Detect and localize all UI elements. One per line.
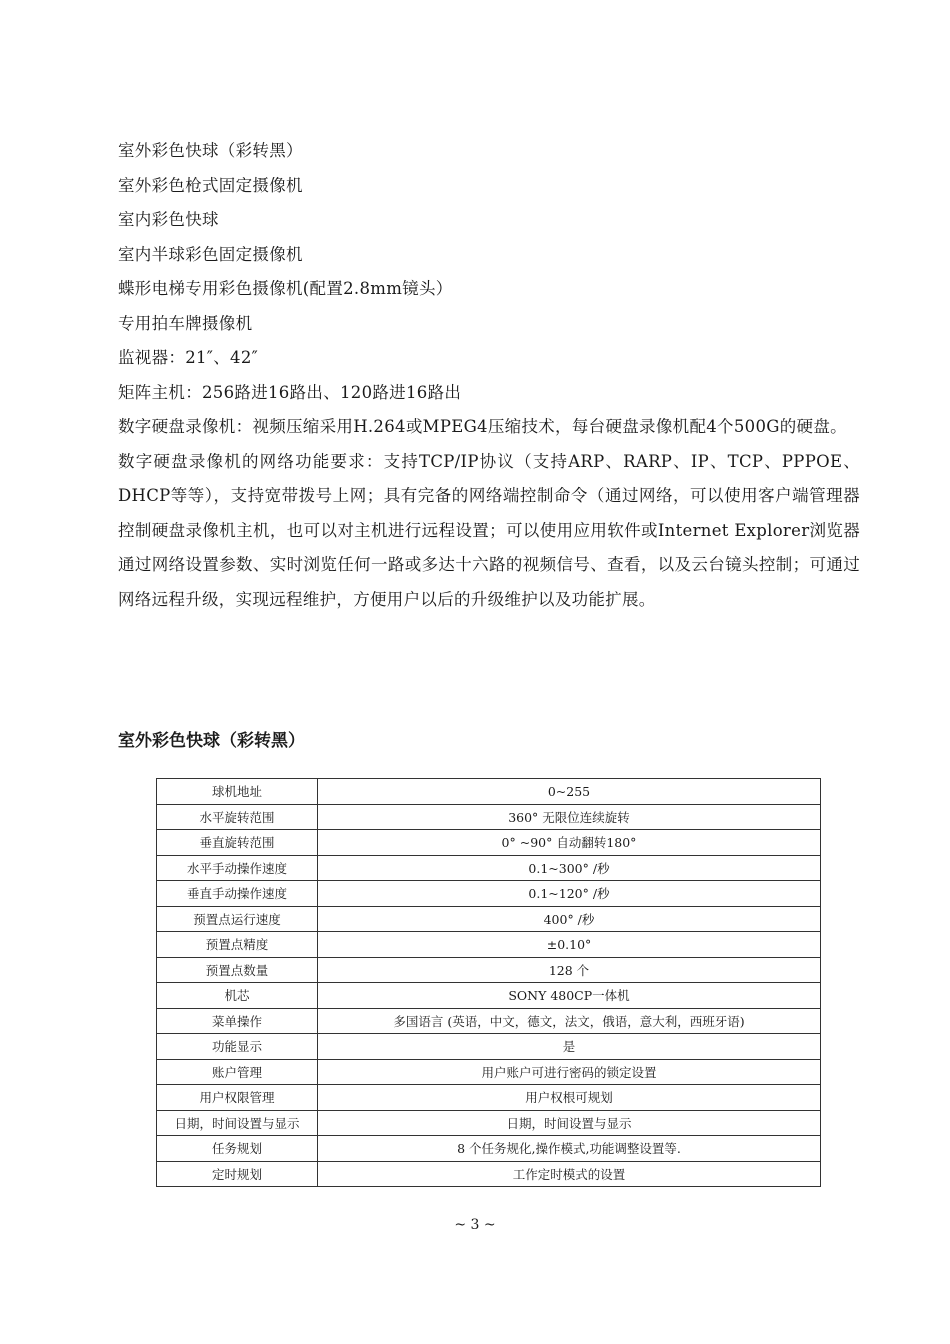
spec-key: 日期，时间设置与显示 bbox=[157, 1110, 318, 1136]
spec-value: 工作定时模式的设置 bbox=[318, 1161, 821, 1187]
table-row bbox=[157, 1034, 821, 1060]
spec-key: 用户权限管理 bbox=[157, 1085, 318, 1111]
paragraph: 室内彩色快球 bbox=[118, 210, 219, 229]
table-row bbox=[157, 830, 821, 856]
table-row bbox=[157, 1085, 821, 1111]
table-row bbox=[157, 1008, 821, 1034]
paragraph: 蝶形电梯专用彩色摄像机(配置2.8mm镜头） bbox=[118, 279, 453, 298]
table-row bbox=[157, 1059, 821, 1085]
table-row bbox=[157, 906, 821, 932]
spec-key: 菜单操作 bbox=[157, 1008, 318, 1034]
table-row bbox=[157, 855, 821, 881]
spec-value: 0.1~120° /秒 bbox=[318, 881, 821, 907]
table-row bbox=[157, 1136, 821, 1162]
spec-table bbox=[156, 778, 821, 1187]
table-row bbox=[157, 1110, 821, 1136]
spec-value: 360° 无限位连续旋转 bbox=[318, 804, 821, 830]
spec-value: SONY 480CP一体机 bbox=[318, 983, 821, 1009]
spec-key: 球机地址 bbox=[157, 779, 318, 805]
spec-value: 用户账户可进行密码的锁定设置 bbox=[318, 1059, 821, 1085]
body-text bbox=[118, 134, 860, 617]
spec-value: ±0.10° bbox=[318, 932, 821, 958]
spec-value: 8 个任务规化,操作模式,功能调整设置等. bbox=[318, 1136, 821, 1162]
spec-key: 功能显示 bbox=[157, 1034, 318, 1060]
table-row bbox=[157, 804, 821, 830]
spec-key: 预置点运行速度 bbox=[157, 906, 318, 932]
spec-value: 是 bbox=[318, 1034, 821, 1060]
paragraph: 室内半球彩色固定摄像机 bbox=[118, 244, 303, 264]
spec-value: 多国语言 (英语，中文，德文，法文，俄语，意大利，西班牙语) bbox=[318, 1008, 821, 1034]
spec-value: 0~255 bbox=[318, 779, 821, 805]
spec-key: 预置点精度 bbox=[157, 932, 318, 958]
section-title: 室外彩色快球（彩转黑） bbox=[118, 731, 305, 751]
spec-value: 用户权根可规划 bbox=[318, 1085, 821, 1111]
spec-key: 垂直旋转范围 bbox=[157, 830, 318, 856]
table-row bbox=[157, 957, 821, 983]
spec-key: 任务规划 bbox=[157, 1136, 318, 1162]
paragraph: 数字硬盘录像机：视频压缩采用H.264或MPEG4压缩技术，每台硬盘录像机配4个500G的硬盘。 bbox=[118, 417, 847, 436]
spec-value: 0.1~300° /秒 bbox=[318, 855, 821, 881]
spec-key: 水平手动操作速度 bbox=[157, 855, 318, 881]
spec-key: 垂直手动操作速度 bbox=[157, 881, 318, 907]
spec-value: 400° /秒 bbox=[318, 906, 821, 932]
spec-key: 预置点数量 bbox=[157, 957, 318, 983]
paragraph: 室外彩色快球（彩转黑） bbox=[118, 141, 303, 160]
table-row bbox=[157, 1161, 821, 1187]
table-row bbox=[157, 932, 821, 958]
table-row bbox=[157, 881, 821, 907]
paragraph: 监视器：21″、42″ bbox=[118, 348, 259, 367]
spec-key: 水平旋转范围 bbox=[157, 804, 318, 830]
paragraph: 专用拍车牌摄像机 bbox=[118, 313, 253, 333]
spec-key: 账户管理 bbox=[157, 1059, 318, 1085]
table-row bbox=[157, 779, 821, 805]
table-row bbox=[157, 983, 821, 1009]
spec-key: 机芯 bbox=[157, 983, 318, 1009]
spec-value: 0° ~90° 自动翻转180° bbox=[318, 830, 821, 856]
spec-value: 日期，时间设置与显示 bbox=[318, 1110, 821, 1136]
page-number: ~ 3 ~ bbox=[454, 1217, 496, 1233]
paragraph: 数字硬盘录像机的网络功能要求：支持TCP/IP协议（支持ARP、RARP、IP、TCP、PPPOE、DHCP等等），支持宽带拨号上网；具有完备的网络端控制命令（通过网络，可以使用客户端管理器控制硬盘录像机主机，也可以对主机进行远程设置；可以使用应用软件或Internet Explorer浏览器通过网络设置参数、实时浏览任何一路或多达十六路的视频信号、查看，以及云台镜头控制；可通过网络远程升级，实现远程维护，方便用户以后的升级维护以及功能扩展。 bbox=[118, 451, 860, 609]
paragraph: 矩阵主机：256路进16路出、120路进16路出 bbox=[118, 382, 462, 402]
paragraph: 室外彩色枪式固定摄像机 bbox=[118, 175, 303, 195]
spec-key: 定时规划 bbox=[157, 1161, 318, 1187]
spec-value: 128 个 bbox=[318, 957, 821, 983]
